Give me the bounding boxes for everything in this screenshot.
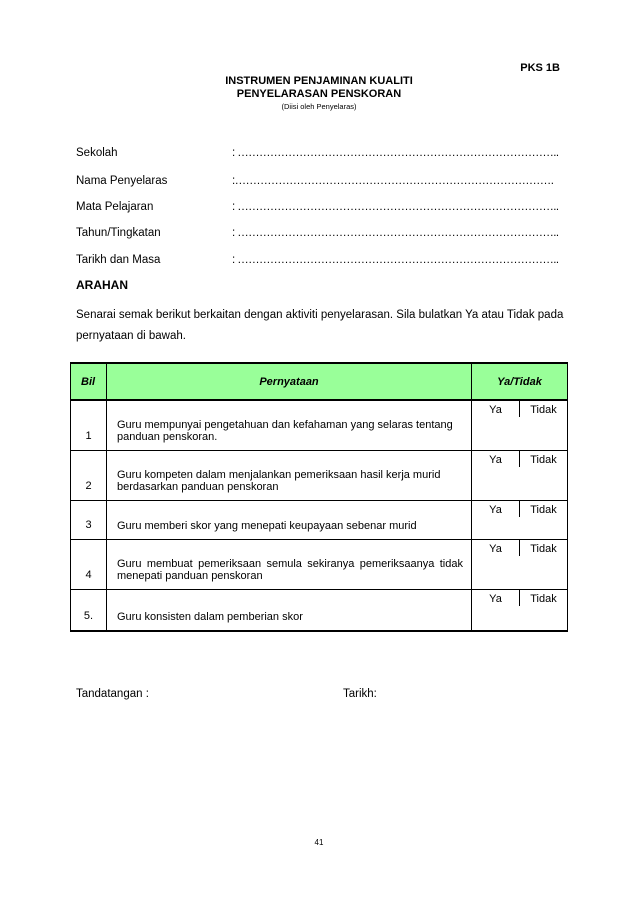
answer-cell bbox=[472, 450, 568, 500]
form-code: PKS 1B bbox=[520, 62, 560, 74]
row-statement: Guru kompeten dalam menjalankan pemeriksaan hasil kerja murid berdasarkan panduan penskoran bbox=[107, 450, 472, 500]
row-statement: Guru mempunyai pengetahuan dan kefahaman yang selaras tentang panduan penskoran. bbox=[107, 400, 472, 450]
option-ya[interactable]: Ya bbox=[472, 401, 520, 417]
header-pernyataan: Pernyataan bbox=[107, 363, 472, 400]
option-tidak[interactable]: Tidak bbox=[530, 453, 557, 466]
form-subtitle: (Diisi oleh Penyelaras) bbox=[281, 102, 357, 111]
header-ya-tidak: Ya/Tidak bbox=[472, 363, 568, 400]
header-bil: Bil bbox=[71, 363, 107, 400]
table-row bbox=[71, 400, 568, 450]
signature-label: Tandatangan : bbox=[76, 688, 149, 700]
table-row bbox=[71, 450, 568, 500]
field-label-mata-pelajaran: Mata Pelajaran bbox=[76, 201, 154, 213]
row-number: 2 bbox=[71, 450, 107, 500]
table-header-row bbox=[71, 363, 568, 400]
field-label-tarikh-masa: Tarikh dan Masa bbox=[76, 254, 161, 266]
field-value-sekolah[interactable]: : …………………………………………………………………………….. bbox=[232, 147, 559, 159]
arahan-heading: ARAHAN bbox=[76, 278, 128, 292]
row-statement: Guru memberi skor yang menepati keupayaan sebenar murid bbox=[107, 500, 472, 539]
answer-cell bbox=[472, 400, 568, 450]
option-ya[interactable]: Ya bbox=[472, 590, 520, 606]
checklist-table bbox=[70, 362, 568, 632]
option-ya[interactable]: Ya bbox=[472, 501, 520, 517]
option-tidak[interactable]: Tidak bbox=[530, 542, 557, 555]
field-label-sekolah: Sekolah bbox=[76, 147, 118, 159]
row-number: 5. bbox=[71, 589, 107, 631]
option-tidak[interactable]: Tidak bbox=[530, 592, 557, 605]
field-value-mata-pelajaran[interactable]: : …………………………………………………………………………….. bbox=[232, 201, 559, 213]
row-statement: Guru membuat pemeriksaan semula sekiranya pemeriksaanya tidak menepati panduan penskoran bbox=[107, 539, 472, 589]
answer-cell bbox=[472, 539, 568, 589]
table-row bbox=[71, 589, 568, 631]
row-statement: Guru konsisten dalam pemberian skor bbox=[107, 589, 472, 631]
row-number: 3 bbox=[71, 500, 107, 539]
arahan-text: Senarai semak berikut berkaitan dengan aktiviti penyelarasan. Sila bulatkan Ya atau Tidak pada pernyataan di bawah. bbox=[76, 309, 564, 342]
table-row bbox=[71, 539, 568, 589]
table-row bbox=[71, 500, 568, 539]
row-number: 1 bbox=[71, 400, 107, 450]
form-title-line-1: INSTRUMEN PENJAMINAN KUALITI bbox=[225, 75, 413, 87]
field-value-tahun-tingkatan[interactable]: : …………………………………………………………………………….. bbox=[232, 227, 559, 239]
answer-cell bbox=[472, 500, 568, 539]
form-title-line-2: PENYELARASAN PENSKORAN bbox=[236, 88, 402, 100]
option-ya[interactable]: Ya bbox=[472, 540, 520, 556]
page-number: 41 bbox=[314, 838, 324, 847]
answer-cell bbox=[472, 589, 568, 631]
field-label-tahun-tingkatan: Tahun/Tingkatan bbox=[76, 227, 161, 239]
row-number: 4 bbox=[71, 539, 107, 589]
field-value-tarikh-masa[interactable]: : …………………………………………………………………………….. bbox=[232, 254, 559, 266]
date-label: Tarikh: bbox=[343, 688, 377, 700]
option-tidak[interactable]: Tidak bbox=[530, 503, 557, 516]
field-value-nama-penyelaras[interactable]: :……………………………………………………………………………. bbox=[232, 175, 554, 187]
field-label-nama-penyelaras: Nama Penyelaras bbox=[76, 175, 168, 187]
option-tidak[interactable]: Tidak bbox=[530, 404, 557, 416]
option-ya[interactable]: Ya bbox=[472, 451, 520, 467]
